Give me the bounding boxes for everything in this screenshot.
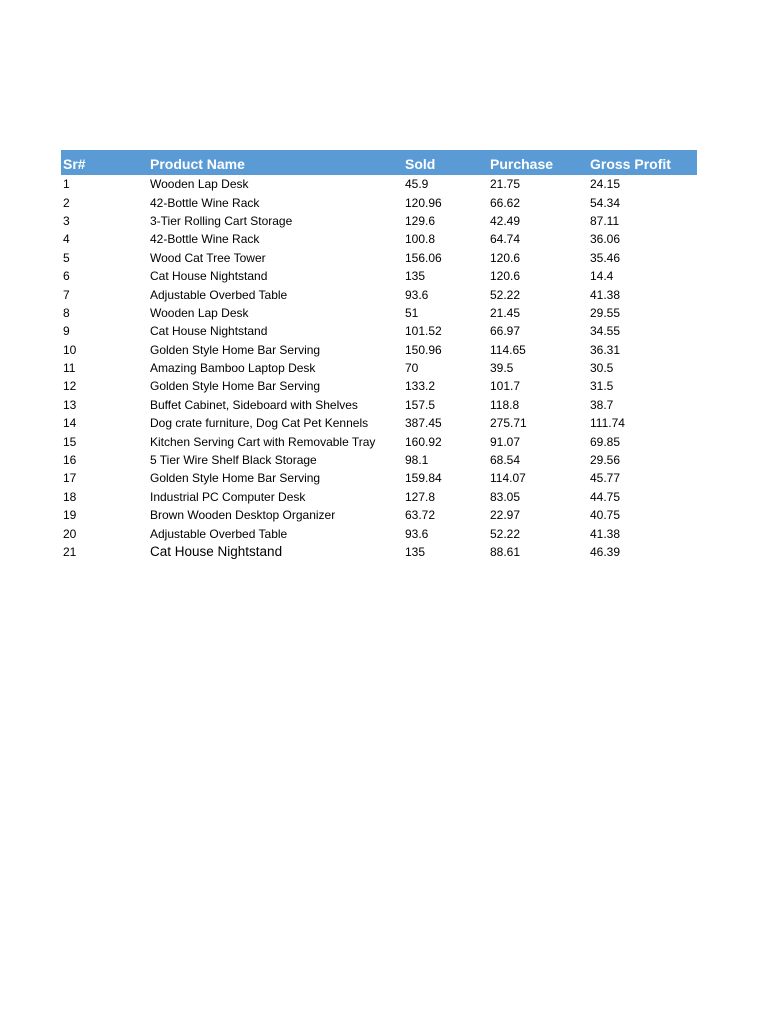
cell-sold: 135 bbox=[405, 545, 426, 559]
cell-gross-profit: 14.4 bbox=[590, 269, 614, 284]
cell-sold: 160.92 bbox=[405, 434, 442, 449]
cell-gross-profit: 40.75 bbox=[590, 508, 621, 523]
header-purchase: Purchase bbox=[490, 155, 554, 172]
cell-product-name: Industrial PC Computer Desk bbox=[150, 489, 306, 504]
cell-gross-profit: 46.39 bbox=[590, 545, 621, 559]
cell-sr: 19 bbox=[63, 508, 77, 523]
table-row bbox=[61, 341, 697, 359]
cell-sr: 11 bbox=[63, 361, 76, 376]
cell-purchase: 22.97 bbox=[490, 508, 521, 523]
cell-sold: 135 bbox=[405, 269, 426, 284]
cell-gross-profit: 41.38 bbox=[590, 526, 621, 541]
table-row bbox=[61, 396, 697, 414]
table-row bbox=[61, 488, 697, 506]
cell-sold: 387.45 bbox=[405, 416, 442, 431]
cell-purchase: 114.07 bbox=[490, 471, 526, 486]
table-row bbox=[61, 175, 697, 193]
header-gross-profit: Gross Profit bbox=[590, 155, 671, 172]
table-row bbox=[61, 414, 697, 432]
cell-gross-profit: 30.5 bbox=[590, 361, 614, 376]
header-sr: Sr# bbox=[63, 155, 86, 172]
cell-gross-profit: 41.38 bbox=[590, 287, 621, 302]
cell-sr: 13 bbox=[63, 397, 77, 412]
cell-sr: 6 bbox=[63, 269, 70, 284]
table-row bbox=[61, 230, 697, 248]
cell-product-name: Brown Wooden Desktop Organizer bbox=[150, 508, 336, 523]
cell-gross-profit: 36.06 bbox=[590, 232, 621, 247]
cell-product-name: Wooden Lap Desk bbox=[150, 177, 249, 192]
cell-sold: 100.8 bbox=[405, 232, 436, 247]
cell-product-name: Golden Style Home Bar Serving bbox=[150, 342, 321, 357]
cell-gross-profit: 36.31 bbox=[590, 342, 621, 357]
cell-product-name: Buffet Cabinet, Sideboard with Shelves bbox=[150, 397, 358, 412]
cell-sr: 7 bbox=[63, 287, 70, 302]
cell-sold: 101.52 bbox=[405, 324, 442, 339]
cell-sold: 159.84 bbox=[405, 471, 442, 486]
cell-product-name: Kitchen Serving Cart with Removable Tray bbox=[150, 434, 376, 449]
cell-purchase: 68.54 bbox=[490, 453, 521, 468]
cell-purchase: 66.97 bbox=[490, 324, 521, 339]
cell-purchase: 64.74 bbox=[490, 232, 521, 247]
cell-purchase: 275.71 bbox=[490, 416, 527, 431]
table-body bbox=[61, 175, 697, 561]
cell-sr: 2 bbox=[63, 195, 70, 210]
cell-product-name: Adjustable Overbed Table bbox=[150, 287, 288, 302]
cell-purchase: 21.45 bbox=[490, 305, 521, 320]
cell-sold: 120.96 bbox=[405, 195, 442, 210]
table-row bbox=[61, 304, 697, 322]
cell-sr: 20 bbox=[63, 526, 77, 541]
cell-sold: 93.6 bbox=[405, 526, 429, 541]
cell-gross-profit: 29.55 bbox=[590, 305, 621, 320]
cell-sold: 51 bbox=[405, 305, 419, 320]
cell-gross-profit: 24.15 bbox=[590, 177, 621, 192]
cell-sold: 127.8 bbox=[405, 489, 436, 504]
cell-purchase: 114.65 bbox=[490, 342, 526, 357]
table-row bbox=[61, 432, 697, 450]
cell-purchase: 66.62 bbox=[490, 195, 521, 210]
cell-sr: 15 bbox=[63, 434, 77, 449]
cell-sr: 17 bbox=[63, 471, 77, 486]
cell-sr: 12 bbox=[63, 379, 77, 394]
table-row bbox=[61, 469, 697, 487]
cell-gross-profit: 54.34 bbox=[590, 195, 621, 210]
cell-sr: 3 bbox=[63, 213, 70, 228]
cell-sold: 129.6 bbox=[405, 213, 436, 228]
table-row bbox=[61, 322, 697, 340]
cell-product-name: Amazing Bamboo Laptop Desk bbox=[150, 361, 316, 376]
cell-sr: 18 bbox=[63, 489, 77, 504]
cell-product-name: Cat House Nightstand bbox=[150, 269, 268, 284]
cell-gross-profit: 87.11 bbox=[590, 213, 620, 228]
cell-product-name: Dog crate furniture, Dog Cat Pet Kennels bbox=[150, 416, 369, 431]
cell-product-name: 42-Bottle Wine Rack bbox=[150, 232, 260, 247]
table-row bbox=[61, 543, 697, 561]
cell-product-name: Cat House Nightstand bbox=[150, 324, 268, 339]
cell-sold: 133.2 bbox=[405, 379, 436, 394]
cell-gross-profit: 34.55 bbox=[590, 324, 621, 339]
cell-product-name: 5 Tier Wire Shelf Black Storage bbox=[150, 453, 317, 468]
cell-product-name: 42-Bottle Wine Rack bbox=[150, 195, 260, 210]
cell-purchase: 91.07 bbox=[490, 434, 521, 449]
cell-sr: 14 bbox=[63, 416, 77, 431]
cell-gross-profit: 31.5 bbox=[590, 379, 614, 394]
header-product-name: Product Name bbox=[150, 155, 245, 172]
table-row bbox=[61, 193, 697, 211]
cell-sold: 98.1 bbox=[405, 453, 429, 468]
cell-purchase: 39.5 bbox=[490, 361, 514, 376]
cell-sr: 21 bbox=[63, 545, 77, 559]
table-row bbox=[61, 451, 697, 469]
header-sold: Sold bbox=[405, 155, 436, 172]
cell-gross-profit: 44.75 bbox=[590, 489, 621, 504]
product-profit-table bbox=[61, 150, 697, 561]
cell-purchase: 120.6 bbox=[490, 269, 521, 284]
cell-purchase: 88.61 bbox=[490, 545, 521, 559]
cell-sold: 45.9 bbox=[405, 177, 429, 192]
table-row bbox=[61, 267, 697, 285]
cell-gross-profit: 29.56 bbox=[590, 453, 621, 468]
cell-sold: 150.96 bbox=[405, 342, 442, 357]
cell-sr: 4 bbox=[63, 232, 70, 247]
table-row bbox=[61, 524, 697, 542]
table-header-row bbox=[61, 150, 697, 175]
cell-purchase: 52.22 bbox=[490, 287, 521, 302]
cell-product-name: Golden Style Home Bar Serving bbox=[150, 379, 321, 394]
table-row bbox=[61, 359, 697, 377]
product-profit-sheet bbox=[61, 150, 697, 561]
cell-sr: 9 bbox=[63, 324, 70, 339]
cell-sr: 8 bbox=[63, 305, 70, 320]
cell-sr: 16 bbox=[63, 453, 77, 468]
cell-gross-profit: 38.7 bbox=[590, 397, 614, 412]
cell-product-name: 3-Tier Rolling Cart Storage bbox=[150, 213, 293, 228]
cell-sr: 1 bbox=[63, 177, 70, 192]
cell-gross-profit: 69.85 bbox=[590, 434, 621, 449]
cell-purchase: 42.49 bbox=[490, 213, 521, 228]
cell-gross-profit: 35.46 bbox=[590, 250, 621, 265]
table-row bbox=[61, 249, 697, 267]
cell-product-name: Adjustable Overbed Table bbox=[150, 526, 288, 541]
table-row bbox=[61, 377, 697, 395]
cell-gross-profit: 111.74 bbox=[590, 416, 625, 431]
cell-product-name: Cat House Nightstand bbox=[150, 544, 283, 559]
cell-purchase: 101.7 bbox=[490, 379, 521, 394]
cell-sold: 93.6 bbox=[405, 287, 429, 302]
cell-purchase: 120.6 bbox=[490, 250, 521, 265]
cell-sr: 10 bbox=[63, 342, 77, 357]
table-row bbox=[61, 212, 697, 230]
cell-product-name: Wooden Lap Desk bbox=[150, 305, 249, 320]
cell-gross-profit: 45.77 bbox=[590, 471, 621, 486]
cell-purchase: 21.75 bbox=[490, 177, 521, 192]
cell-sold: 70 bbox=[405, 361, 419, 376]
cell-purchase: 52.22 bbox=[490, 526, 521, 541]
cell-sr: 5 bbox=[63, 250, 70, 265]
cell-product-name: Wood Cat Tree Tower bbox=[150, 250, 266, 265]
cell-sold: 157.5 bbox=[405, 397, 436, 412]
cell-purchase: 83.05 bbox=[490, 489, 521, 504]
cell-sold: 156.06 bbox=[405, 250, 442, 265]
cell-sold: 63.72 bbox=[405, 508, 436, 523]
cell-purchase: 118.8 bbox=[490, 397, 520, 412]
table-row bbox=[61, 506, 697, 524]
table-row bbox=[61, 285, 697, 303]
cell-product-name: Golden Style Home Bar Serving bbox=[150, 471, 321, 486]
